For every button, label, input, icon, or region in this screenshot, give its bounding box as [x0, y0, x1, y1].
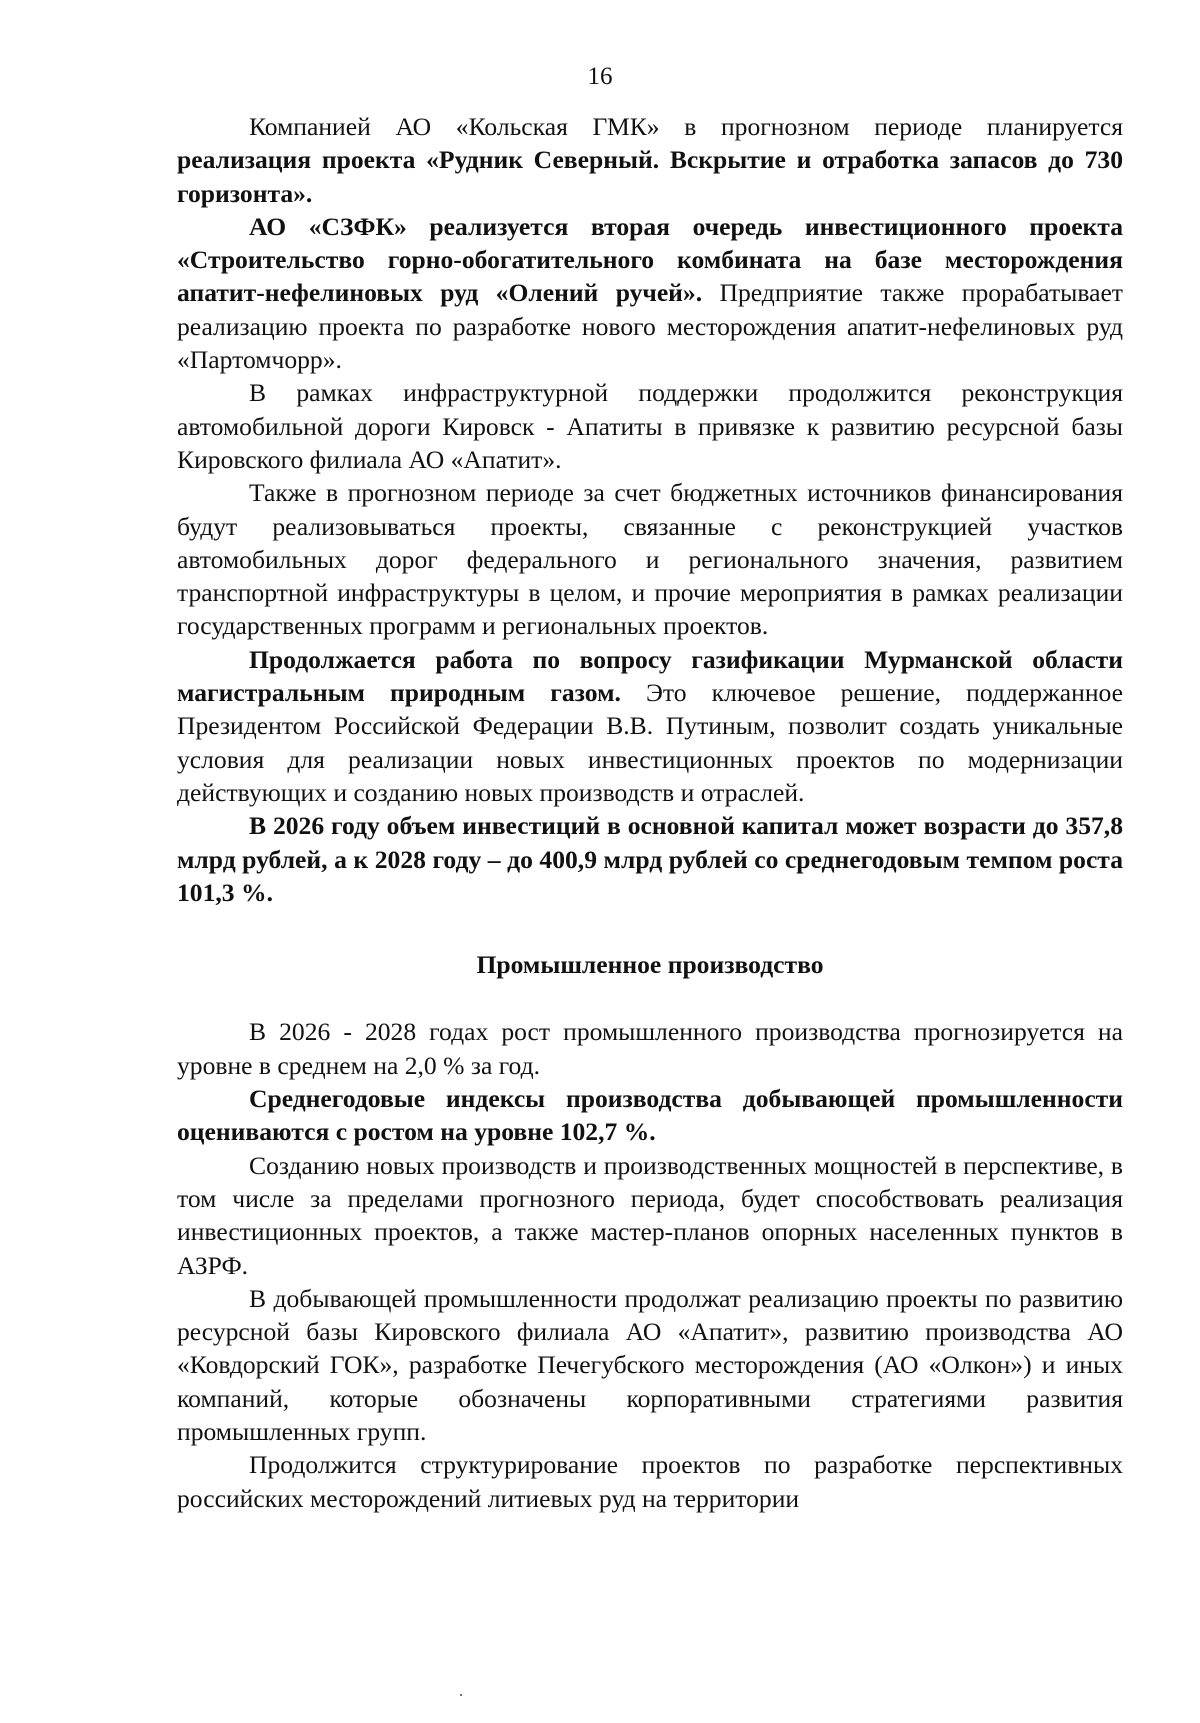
paragraph-mining-indices: Среднегодовые индексы производства добывающей промышленности оцениваются с ростом на уровне 102,7 %. [177, 1084, 1123, 1147]
paragraph-bold-text: АО «СЗФК» реализуется вторая очередь инвестиционного проекта «Строительство горно-обогатительного комбината на базе месторождения апатит-нефелиновых руд «Олений ручей». [177, 211, 1123, 308]
paragraph-investment-forecast: В 2026 году объем инвестиций в основной капитал может возрасти до 357,8 млрд рублей, а к 2028 году – до 400,9 млрд рублей со среднегодовым темпом роста 101,3 %. [177, 811, 1123, 907]
scan-speck [460, 1694, 462, 1696]
paragraph-kola-gmk [177, 110, 1123, 210]
document-body [177, 110, 1123, 1515]
paragraph-new-production: Созданию новых производств и производственных мощностей в перспективе, в том числе за пределами прогнозного периода, будет способствовать реализация инвестиционных проектов, а также мастер-планов опорных населенных пунктов в АЗРФ. [177, 1150, 1123, 1280]
paragraph-lithium: Продолжится структурирование проектов по разработке перспективных российских месторождений литиевых руд на территории [177, 1450, 1123, 1513]
section-heading: Промышленное производство [476, 950, 824, 980]
paragraph-szfk [177, 210, 1123, 376]
paragraph-industrial-growth: В 2026 - 2028 годах рост промышленного производства прогнозируется на уровне в среднем на 2,0 % за год. [177, 1017, 1123, 1080]
paragraph-text: Это ключевое решение, поддержанное Президентом Российской Федерации В.В. Путиным, позволит создать уникальные условия для реализации новых инвестиционных проектов по модернизации действующих и созданию новых производств и отраслей. [177, 678, 1123, 807]
paragraph-text: Предприятие также прорабатывает реализацию проекта по разработке нового месторождения апатит-нефелиновых руд «Партомчорр». [177, 278, 1123, 375]
paragraph-budget-projects: Также в прогнозном периоде за счет бюджетных источников финансирования будут реализовываться проекты, связанные с реконструкцией участков автомобильных дорог федерального и регионального значения, развитием транспортной инфраструктуры в целом, и прочие мероприятия в рамках реализации государственных программ и региональных проектов. [177, 478, 1123, 641]
paragraph-bold-text: реализация проекта «Рудник Северный. Вскрытие и отработка запасов до 730 горизонта». [177, 145, 1123, 208]
paragraph-bold-text: Продолжается работа по вопросу газификации Мурманской области магистральным природным газом. [177, 644, 1123, 708]
paragraph-mining-industry: В добывающей промышленности продолжат реализацию проекты по развитию ресурсной базы Кировского филиала АО «Апатит», развитию производства АО «Ковдорский ГОК», разработке Печегубского месторождения (АО «Олкон») и иных компаний, которые обозначены корпоративными стратегиями развития промышленных групп. [177, 1283, 1123, 1446]
paragraph-gasification [177, 643, 1123, 809]
page-number: 16 [587, 63, 613, 90]
paragraph-road-reconstruction: В рамках инфраструктурной поддержки продолжится реконструкция автомобильной дороги Кировск - Апатиты в привязке к развитию ресурсной базы Кировского филиала АО «Апатит». [177, 378, 1123, 474]
paragraph-text: Компанией АО «Кольская ГМК» в прогнозном периоде планируется [249, 112, 1123, 141]
